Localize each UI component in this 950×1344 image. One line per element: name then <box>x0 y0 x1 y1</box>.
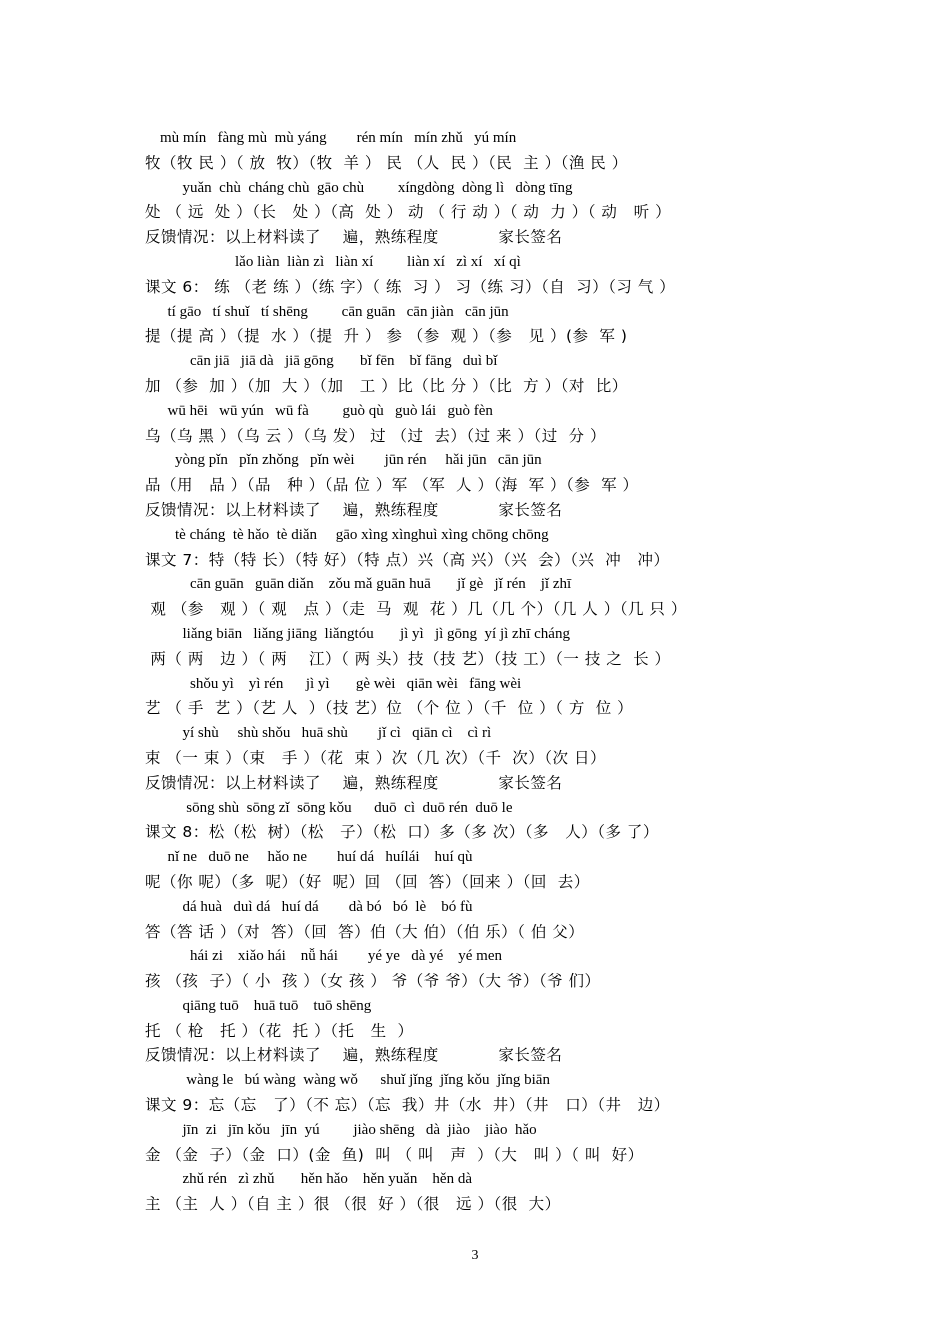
pinyin-line: yí shù shù shǒu huā shù jǐ cì qiān cì cì rì <box>145 725 492 742</box>
hanzi-line: 课文 8：松（松 树）（松 子）（松 口）多（多 次）（多 人）（多 了） <box>145 823 659 842</box>
hanzi-line: 束 （一 束 ）（束 手 ）（花 束 ）次（几 次）（千 次）（次 日） <box>145 748 606 767</box>
pinyin-line: qiāng tuō huā tuō tuō shēng <box>145 997 372 1014</box>
hanzi-line: 呢（你 呢）（多 呢）（好 呢）回 （回 答）（回来 ）（回 去） <box>145 872 590 891</box>
pinyin-line: jīn zi jīn kǒu jīn yú jiào shēng dà jiào jiào hǎo <box>145 1121 537 1138</box>
pinyin-line: mù mín fàng mù mù yáng rén mín mín zhǔ yú mín <box>145 130 517 146</box>
hanzi-line: 提（提 高 ）（提 水 ）（提 升 ） 参 （参 观 ）（参 见 ）(参 军 ) <box>145 327 628 346</box>
pinyin-line: tè cháng tè hǎo tè diǎn gāo xìng xìnghuì xìng chōng chōng <box>145 526 549 543</box>
pinyin-line: dá huà duì dá huí dá dà bó bó lè bó fù <box>145 898 473 915</box>
hanzi-line: 艺 （ 手 艺 ）（艺 人 ）（技 艺）位 （个 位 ）（千 位 ）（ 方 位 ） <box>145 699 634 718</box>
hanzi-line: 两（ 两 边 ）（ 两 江）（ 两 头）技（技 艺）（技 工）（一 技 之 长 ） <box>145 649 671 668</box>
hanzi-line: 金 （金 子）（金 口）(金 鱼) 叫 （ 叫 声 ）（大 叫 ）（ 叫 好） <box>145 1145 644 1164</box>
pinyin-line: shǒu yì yì rén jì yì gè wèi qiān wèi fāng wèi <box>145 675 522 692</box>
text-body <box>145 126 825 1217</box>
pinyin-line: liǎng biān liǎng jiāng liǎngtóu jì yì jì gōng yí jì zhī cháng <box>145 625 570 642</box>
pinyin-line: cān jiā jiā dà jiā gōng bǐ fēn bǐ fāng duì bǐ <box>145 353 498 370</box>
hanzi-line: 课文 6： 练 （老 练 ）（练 字）（ 练 习 ） 习（练 习）（自 习）（习 气 ） <box>145 277 676 296</box>
hanzi-line: 托 （ 枪 托 ）（花 托 ）（托 生 ） <box>145 1021 414 1040</box>
hanzi-line: 处 （ 远 处 ）（长 处 ）（高 处 ） 动 （ 行 动 ）（ 动 力 ）（ 动 听 ） <box>145 203 672 222</box>
hanzi-line: 课文 7：特（特 长）（特 好）（特 点）兴（高 兴）（兴 会）（兴 冲 冲） <box>145 550 670 569</box>
hanzi-line: 观 （参 观 ）（ 观 点 ）（走 马 观 花 ）几（几 个）（几 人 ）（几 只 ） <box>145 600 687 619</box>
page-number: 3 <box>471 1248 479 1263</box>
pinyin-line: hái zi xiǎo hái nǚ hái yé ye dà yé yé men <box>145 948 502 965</box>
hanzi-line: 课文 9：忘（忘 了）（不 忘）（忘 我）井（水 井）（井 口）（井 边） <box>145 1096 670 1115</box>
hanzi-line: 反馈情况：以上材料读了 遍，熟练程度 家长签名 <box>145 500 563 519</box>
hanzi-line: 反馈情况：以上材料读了 遍，熟练程度 家长签名 <box>145 773 563 792</box>
pinyin-line: zhǔ rén zì zhǔ hěn hǎo hěn yuǎn hěn dà <box>145 1171 472 1188</box>
pinyin-line: yuǎn chù cháng chù gāo chù xíngdòng dòng lì dòng tīng <box>145 179 573 196</box>
pinyin-line: sōng shù sōng zǐ sōng kǒu duō cì duō rén duō le <box>145 799 513 816</box>
pinyin-line: wàng le bú wàng wàng wǒ shuǐ jǐng jǐng kǒu jǐng biān <box>145 1072 550 1089</box>
hanzi-line: 品（用 品 ）（品 种 ）（品 位 ）军 （军 人 ）（海 军 ）（参 军 ） <box>145 476 639 495</box>
hanzi-line: 答（答 话 ）（对 答）（回 答）伯（大 伯）（伯 乐）（ 伯 父） <box>145 922 585 941</box>
hanzi-line: 主 （主 人 ）（自 主 ）很 （很 好 ）（很 远 ）（很 大） <box>145 1195 561 1214</box>
pinyin-line: wū hēi wū yún wū fà guò qù guò lái guò fèn <box>145 402 493 419</box>
hanzi-line: 加 （参 加 ）（加 大 ）（加 工 ）比（比 分 ）（比 方 ）（对 比） <box>145 376 628 395</box>
hanzi-line: 反馈情况：以上材料读了 遍，熟练程度 家长签名 <box>145 1046 563 1065</box>
pinyin-line: nǐ ne duō ne hǎo ne huí dá huílái huí qù <box>145 849 473 866</box>
pinyin-line: cān guān guān diǎn zǒu mǎ guān huā jǐ gè jǐ rén jǐ zhī <box>145 576 572 593</box>
hanzi-line: 乌（乌 黑 ）（乌 云 ）（乌 发） 过 （过 去）（过 来 ）（过 分 ） <box>145 426 606 445</box>
hanzi-line: 反馈情况：以上材料读了 遍，熟练程度 家长签名 <box>145 228 563 247</box>
pinyin-line: yòng pǐn pǐn zhǒng pǐn wèi jūn rén hǎi jūn cān jūn <box>145 452 542 469</box>
pinyin-line: tí gāo tí shuǐ tí shēng cān guān cān jiàn cān jūn <box>145 303 509 320</box>
hanzi-line: 牧（牧 民 ）（ 放 牧）（牧 羊 ） 民 （人 民 ）（民 主 ）（渔 民 ） <box>145 153 628 172</box>
hanzi-line: 孩 （孩 子）（ 小 孩 ）（女 孩 ） 爷（爷 爷）（大 爷）（爷 们） <box>145 972 601 991</box>
pinyin-line: lǎo liàn liàn zì liàn xí liàn xí zì xí xí qì <box>145 253 521 270</box>
